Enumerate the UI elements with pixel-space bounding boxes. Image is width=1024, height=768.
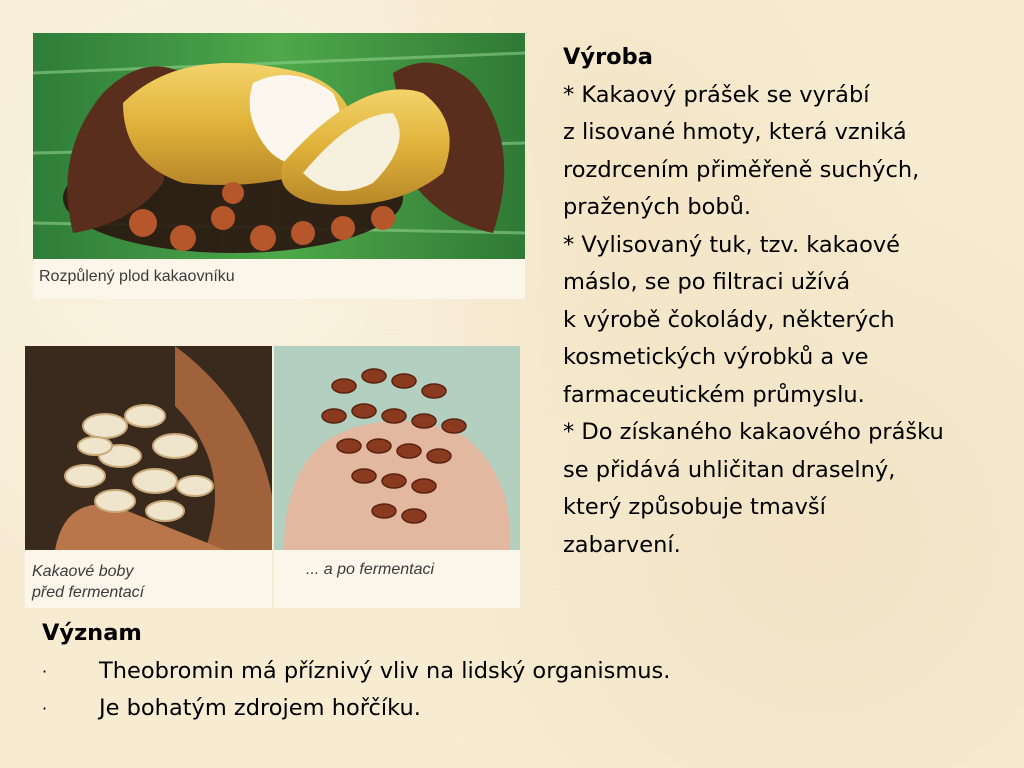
production-heading: Výroba [563, 44, 653, 70]
production-line: pražených bobů. [563, 194, 752, 220]
production-line: který způsobuje tmavší [563, 494, 826, 520]
production-section [563, 39, 1003, 564]
after-caption: ... a po fermentaci [306, 561, 435, 578]
production-line: kosmetických výrobků a ve [563, 344, 869, 370]
production-line: * Kakaový prášek se vyrábí [563, 81, 870, 108]
list-item-text: Theobromin má příznivý vliv na lidský organismus. [99, 657, 671, 684]
significance-list [42, 653, 942, 728]
beans-before-fermentation-photo [25, 346, 272, 608]
production-line: z lisované hmoty, která vzniká [563, 119, 907, 145]
cocoa-pod-photo [33, 33, 525, 299]
bullet-icon: · [42, 661, 48, 681]
significance-section [42, 615, 942, 728]
before-caption-line1: Kakaové boby [32, 563, 134, 580]
list-item-text: Je bohatým zdrojem hořčíku. [99, 695, 421, 721]
production-line: k výrobě čokolády, některých [563, 306, 895, 333]
production-line: * Do získaného kakaového prášku [563, 419, 944, 445]
before-caption-line2: před fermentací [32, 584, 145, 601]
cocoa-pod-illustration [33, 33, 525, 299]
production-line: farmaceutickém průmyslu. [563, 381, 865, 408]
production-line: se přidává uhličitan draselný, [563, 456, 896, 483]
production-line: máslo, se po filtraci užívá [563, 269, 851, 295]
production-line: * Vylisovaný tuk, tzv. kakaové [563, 231, 901, 258]
production-line: zabarvení. [563, 531, 681, 558]
bullet-icon: · [42, 699, 48, 718]
production-line: rozdrcením přiměřeně suchých, [563, 156, 920, 183]
list-item [42, 690, 942, 728]
cocoa-pod-caption: Rozpůlený plod kakaovníku [39, 268, 235, 285]
significance-heading: Význam [42, 620, 142, 646]
list-item [42, 653, 942, 691]
beans-after-fermentation-photo [274, 346, 520, 608]
